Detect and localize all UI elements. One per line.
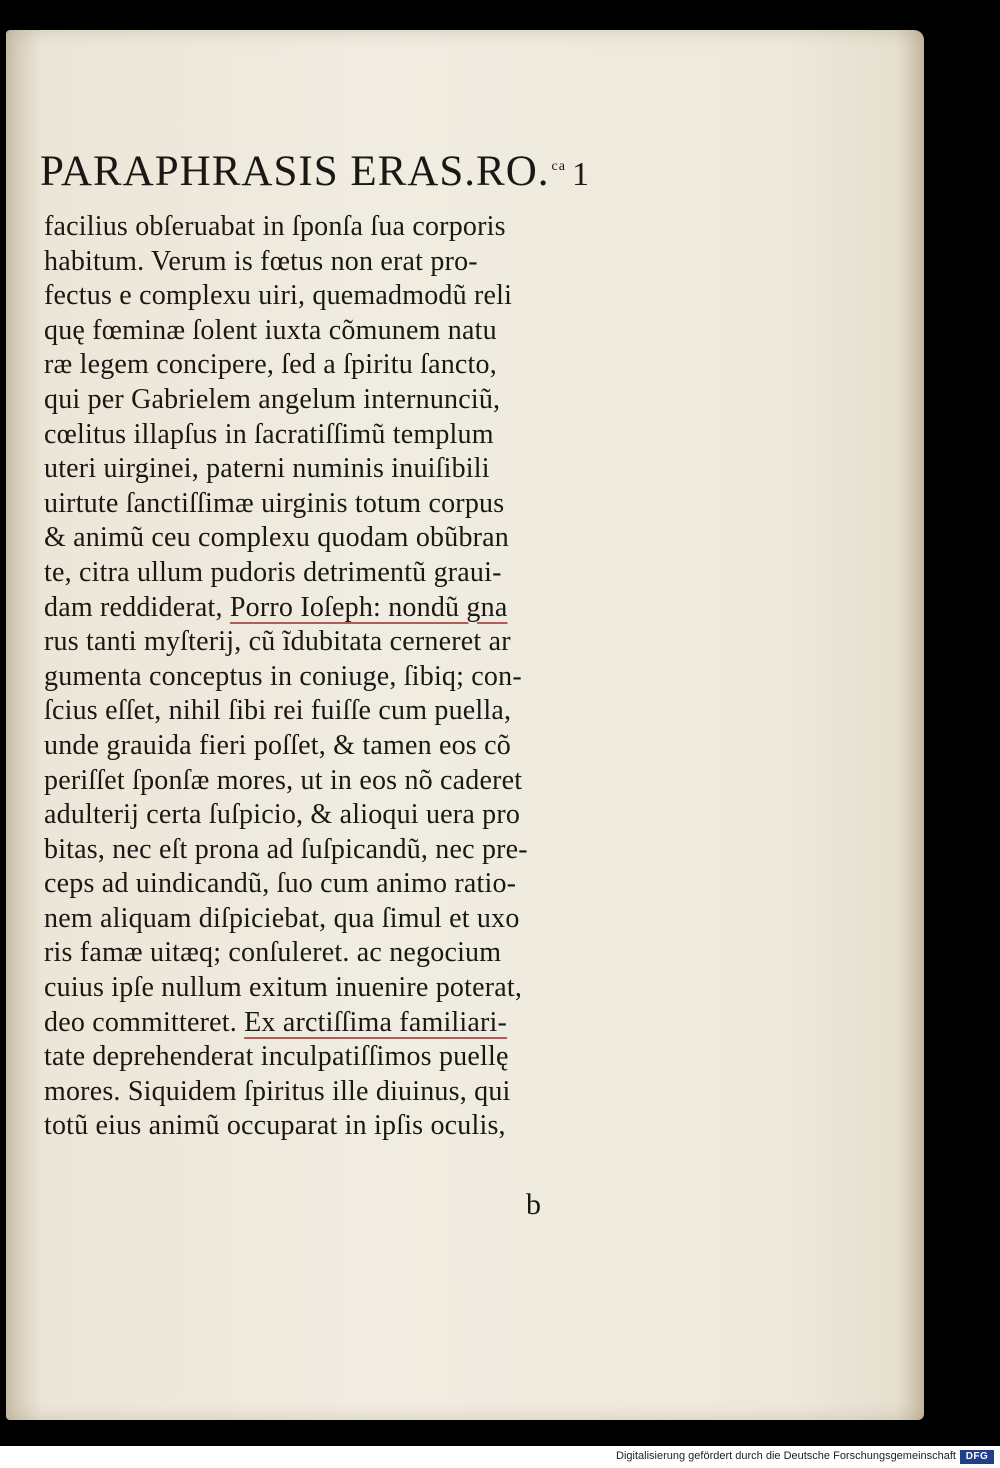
text-line: ceps ad uindicandũ, ſuo cum animo ratio-: [44, 868, 517, 900]
underlined-passage: Ex arctiſſima familiari-: [244, 1006, 508, 1038]
text-line: [44, 591, 644, 626]
running-head: [40, 150, 590, 193]
text-line: gumenta conceptus in coniuge, ſibiq; con-: [44, 660, 522, 692]
text-line: qui per Gabrielem angelum internunciũ,: [44, 383, 501, 415]
text-line: totũ eius animũ occuparat in ipſis oculis,: [44, 1110, 506, 1142]
text-line: ſcius eſſet, nihil ſibi rei fuiſſe cum puella,: [44, 695, 512, 727]
text-block: [44, 210, 644, 1144]
folio-number: 1: [571, 156, 590, 193]
signature-mark: b: [526, 1188, 541, 1221]
text-line: ræ legem concipere, ſed a ſpiritu ſancto,: [44, 349, 497, 381]
text-line: & animũ ceu complexu quodam obũbran: [44, 522, 509, 554]
footer-bar: [0, 1446, 1000, 1468]
text-line: bitas, nec eſt prona ad ſuſpicandũ, nec pre-: [44, 833, 528, 865]
footer-credit: Digitalisierung gefördert durch die Deutsche Forschungsgemeinschaft: [616, 1450, 956, 1462]
text-line: [44, 1006, 644, 1041]
text-line: te, citra ullum pudoris detrimentũ graui-: [44, 556, 502, 588]
underlined-passage: Porro Ioſeph: nondũ gna: [229, 591, 508, 623]
text-line: periſſet ſponſæ mores, ut in eos nõ caderet: [44, 764, 523, 796]
text-line: facilius obſeruabat in ſponſa ſua corporis: [44, 211, 506, 242]
running-head-mark: ca: [551, 158, 566, 174]
text-line-segment: deo committeret.: [44, 1006, 245, 1038]
text-line: fectus e complexu uiri, quemadmodũ reli: [44, 280, 513, 312]
text-line: ris famæ uitæq; conſuleret. ac negocium: [44, 937, 502, 969]
dfg-logo: DFG: [960, 1450, 994, 1464]
text-line: habitum. Verum is fœtus non erat pro-: [44, 245, 478, 277]
text-line: adulterij certa ſuſpicio, & alioqui uera pro: [44, 799, 521, 831]
text-line: cuius ipſe nullum exitum inuenire poterat,: [44, 972, 523, 1004]
text-line: uteri uirginei, paterni numinis inuiſibili: [44, 453, 490, 485]
text-line: mores. Siquidem ſpiritus ille diuinus, qui: [44, 1075, 511, 1107]
text-line: tate deprehenderat inculpatiſſimos puellę: [44, 1041, 509, 1073]
text-line: cœlitus illapſus in ſacratiſſimũ templum: [44, 418, 494, 450]
running-head-title: PARAPHRASIS ERAS.RO.: [40, 148, 550, 195]
text-line-segment: dam reddiderat,: [44, 591, 230, 623]
text-line: quę fœminæ ſolent iuxta cõmunem natu: [44, 314, 497, 346]
text-line: nem aliquam diſpiciebat, qua ſimul et uxo: [44, 902, 520, 934]
text-line: unde grauida fieri poſſet, & tamen eos cõ: [44, 729, 511, 761]
text-line: uirtute ſanctiſſimæ uirginis totum corpus: [44, 487, 505, 519]
text-line: rus tanti myſterij, cũ ĩdubitata cerneret ar: [44, 626, 511, 658]
